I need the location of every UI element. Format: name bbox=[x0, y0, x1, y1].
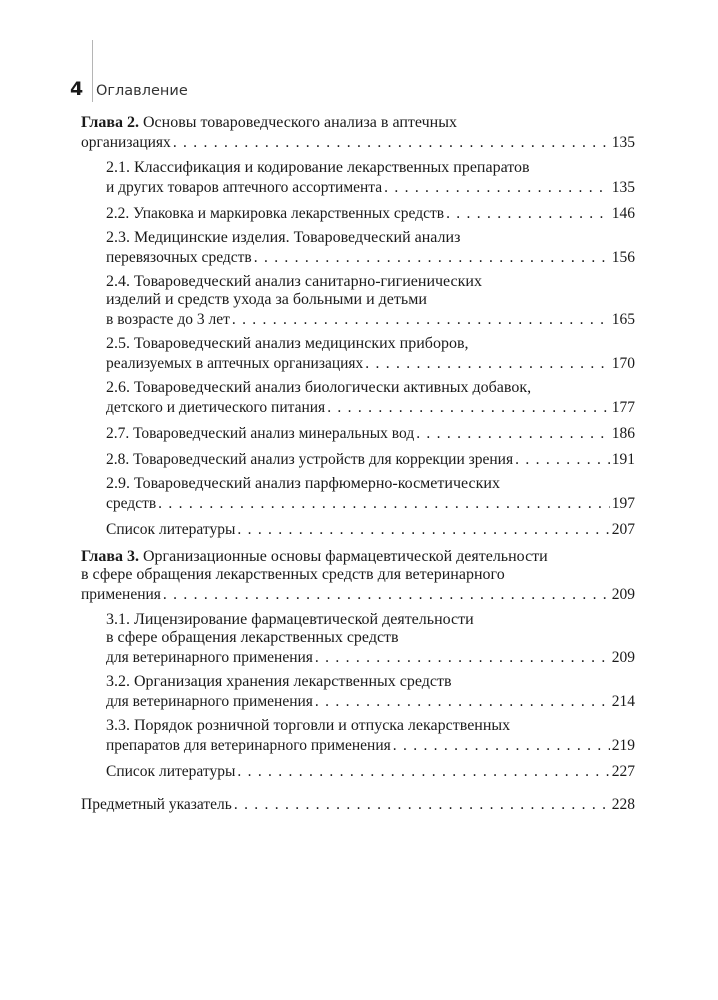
section-page: 156 bbox=[611, 249, 635, 266]
section-title-line: и других товаров аптечного ассортимента bbox=[106, 179, 383, 196]
table-of-contents bbox=[81, 114, 635, 821]
leader-dots bbox=[163, 584, 610, 605]
toc-section-3-3[interactable] bbox=[81, 717, 635, 756]
section-title-line: детского и диетического питания bbox=[106, 399, 326, 416]
toc-section-2-6[interactable] bbox=[81, 379, 635, 418]
leader-dots bbox=[384, 177, 610, 198]
toc-section-3-1[interactable] bbox=[81, 611, 635, 668]
toc-chapter-3[interactable] bbox=[81, 548, 635, 605]
chapter-title-line: Организационные основы фармацевтической деятельности bbox=[143, 548, 548, 565]
section-title-line: 2.2. Упаковка и маркировка лекарственных средств bbox=[106, 205, 445, 222]
running-title: Оглавление bbox=[96, 83, 188, 99]
toc-section-2-8[interactable] bbox=[81, 449, 635, 470]
section-page: 207 bbox=[611, 521, 635, 538]
section-page: 219 bbox=[611, 737, 635, 754]
section-title-line: Список литературы bbox=[106, 521, 236, 538]
leader-dots bbox=[327, 397, 610, 418]
section-title-line: 2.3. Медицинские изделия. Товароведческий анализ bbox=[106, 229, 461, 246]
running-header bbox=[70, 78, 188, 100]
toc-section-2-7[interactable] bbox=[81, 423, 635, 444]
chapter-title-line: организациях bbox=[81, 134, 171, 151]
toc-section-2-1[interactable] bbox=[81, 159, 635, 198]
section-title-line: 2.8. Товароведческий анализ устройств для коррекции зрения bbox=[106, 451, 514, 468]
section-page: 146 bbox=[611, 205, 635, 222]
section-title-line: для ветеринарного применения bbox=[106, 693, 313, 710]
section-page: 227 bbox=[611, 763, 635, 780]
toc-section-2-3[interactable] bbox=[81, 229, 635, 268]
toc-section-2-9[interactable] bbox=[81, 475, 635, 514]
toc-section-3-2[interactable] bbox=[81, 673, 635, 712]
section-title-line: препаратов для ветеринарного применения bbox=[106, 737, 391, 754]
chapter-title-line: в сфере обращения лекарственных средств для ветеринарного bbox=[81, 566, 505, 583]
toc-subject-index[interactable] bbox=[81, 794, 635, 815]
section-page: 197 bbox=[611, 495, 635, 512]
leader-dots bbox=[234, 794, 610, 815]
leader-dots bbox=[393, 735, 610, 756]
section-title-line: реализуемых в аптечных организациях bbox=[106, 355, 364, 372]
section-title-line: 3.2. Организация хранения лекарственных средств bbox=[106, 673, 452, 690]
section-title-line: 2.5. Товароведческий анализ медицинских приборов, bbox=[106, 335, 469, 352]
toc-chapter-2[interactable] bbox=[81, 114, 635, 153]
leader-dots bbox=[237, 519, 609, 540]
chapter-page: 209 bbox=[611, 586, 635, 603]
section-page: 191 bbox=[611, 451, 635, 468]
chapter-title-line: применения bbox=[81, 586, 161, 603]
section-page: 177 bbox=[611, 399, 635, 416]
chapter-title-line: Основы товароведческого анализа в аптечных bbox=[143, 114, 457, 131]
section-title-line: 2.4. Товароведческий анализ санитарно-гигиенических bbox=[106, 273, 482, 290]
section-page: 186 bbox=[611, 425, 635, 442]
leader-dots bbox=[365, 353, 609, 374]
page-number: 4 bbox=[70, 78, 84, 100]
leader-dots bbox=[416, 423, 610, 444]
leader-dots bbox=[315, 691, 610, 712]
leader-dots bbox=[173, 132, 610, 153]
section-page: 209 bbox=[611, 649, 635, 666]
section-title-line: перевязочных средств bbox=[106, 249, 252, 266]
section-title-line: изделий и средств ухода за больными и детьми bbox=[106, 291, 427, 308]
section-page: 135 bbox=[611, 179, 635, 196]
section-title-line: Список литературы bbox=[106, 763, 236, 780]
section-title-line: 3.3. Порядок розничной торговли и отпуска лекарственных bbox=[106, 717, 511, 734]
leader-dots bbox=[254, 247, 610, 268]
toc-references-ch2[interactable] bbox=[81, 519, 635, 540]
leader-dots bbox=[237, 761, 609, 782]
section-title-line: 2.7. Товароведческий анализ минеральных вод bbox=[106, 425, 415, 442]
leader-dots bbox=[232, 309, 610, 330]
chapter-label: Глава 2. bbox=[81, 114, 139, 131]
section-title-line: для ветеринарного применения bbox=[106, 649, 313, 666]
section-title-line: 2.9. Товароведческий анализ парфюмерно-косметических bbox=[106, 475, 500, 492]
section-title-line: 3.1. Лицензирование фармацевтической деятельности bbox=[106, 611, 474, 628]
section-title-line: в возрасте до 3 лет bbox=[106, 311, 230, 328]
toc-section-2-4[interactable] bbox=[81, 273, 635, 330]
leader-dots bbox=[158, 493, 610, 514]
toc-references-ch3[interactable] bbox=[81, 761, 635, 782]
leader-dots bbox=[446, 203, 610, 224]
chapter-label: Глава 3. bbox=[81, 548, 139, 565]
section-page: 170 bbox=[611, 355, 635, 372]
toc-section-2-2[interactable] bbox=[81, 203, 635, 224]
chapter-page: 135 bbox=[611, 134, 635, 151]
section-page: 214 bbox=[611, 693, 635, 710]
section-title-line: 2.6. Товароведческий анализ биологически активных добавок, bbox=[106, 379, 532, 396]
leader-dots bbox=[515, 449, 610, 470]
index-title: Предметный указатель bbox=[81, 796, 232, 813]
section-title-line: 2.1. Классификация и кодирование лекарственных препаратов bbox=[106, 159, 530, 176]
leader-dots bbox=[315, 647, 610, 668]
section-title-line: в сфере обращения лекарственных средств bbox=[106, 629, 399, 646]
index-page: 228 bbox=[611, 796, 635, 813]
section-page: 165 bbox=[611, 311, 635, 328]
section-title-line: средств bbox=[106, 495, 157, 512]
toc-section-2-5[interactable] bbox=[81, 335, 635, 374]
